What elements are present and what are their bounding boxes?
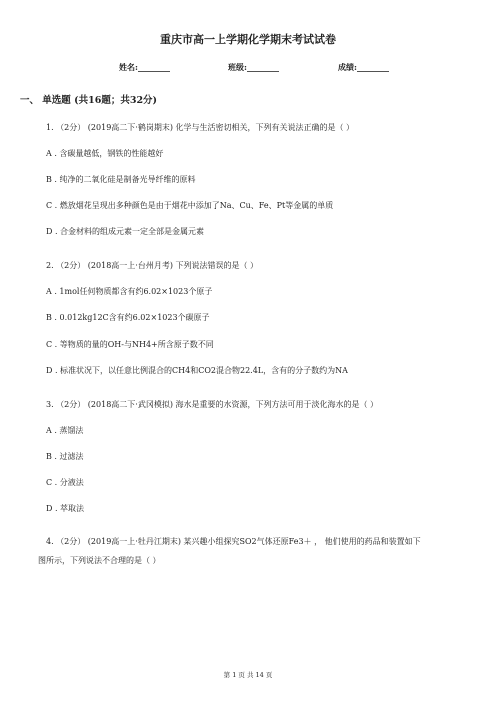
page-title: 重庆市高一上学期化学期末考试试卷 [160, 33, 336, 46]
question-4-stem-line-1: 4. （2分） (2019高一上·牡丹江期末) 某兴趣小组探究SO2气体还原Fe3＋ ， 他们使用的药品和装置如下 [46, 537, 421, 546]
page-footer: 第 1 页 共 14 页 [223, 671, 273, 679]
question-3-option-d: D . 萃取法 [46, 504, 85, 513]
question-1-option-c: C . 燃放烟花呈现出多种颜色是由于烟花中添加了Na、Cu、Fe、Pt等金属的单质 [46, 201, 334, 210]
question-3-option-a: A . 蒸馏法 [46, 426, 84, 435]
question-2-option-b: B . 0.012kg12C含有约6.02×1023个碳原子 [46, 313, 210, 322]
class-field: 班级:________ [228, 62, 279, 72]
question-2-option-d: D . 标准状况下，以任意比例混合的CH4和CO2混合物22.4L，含有的分子数约为NA [46, 366, 348, 375]
question-1-option-a: A . 含碳量越低，钢铁的性能越好 [46, 149, 164, 158]
name-field: 姓名:________ [119, 62, 170, 72]
section-heading-single-choice: 一、 单选题 (共16题；共32分) [20, 95, 158, 106]
question-1-stem: 1. （2分） (2019高二下·鹤岗期末) 化学与生活密切相关，下列有关说法正确的是（ ） [46, 123, 355, 132]
question-2-option-c: C . 等物质的量的OH-与NH4+所含原子数不同 [46, 340, 214, 349]
question-1-option-b: B . 纯净的二氧化硅是制备光导纤维的原料 [46, 175, 196, 184]
question-3-option-b: B . 过滤法 [46, 452, 84, 461]
question-1-option-d: D . 合金材料的组成元素一定全部是金属元素 [46, 227, 205, 236]
question-4-stem-line-2: 图所示，下列说法不合理的是（ ） [38, 556, 161, 565]
question-3-stem: 3. （2分） (2018高二下·武冈模拟) 海水是重要的水资源，下列方法可用于淡化海水的是（ ） [46, 400, 379, 409]
score-field: 成绩:________ [338, 62, 389, 72]
question-2-option-a: A . 1mol任何物质都含有约6.02×1023个原子 [46, 287, 213, 296]
question-2-stem: 2. （2分） (2018高一上·台州月考) 下列说法错误的是（ ） [46, 261, 259, 270]
question-3-option-c: C . 分液法 [46, 478, 84, 487]
